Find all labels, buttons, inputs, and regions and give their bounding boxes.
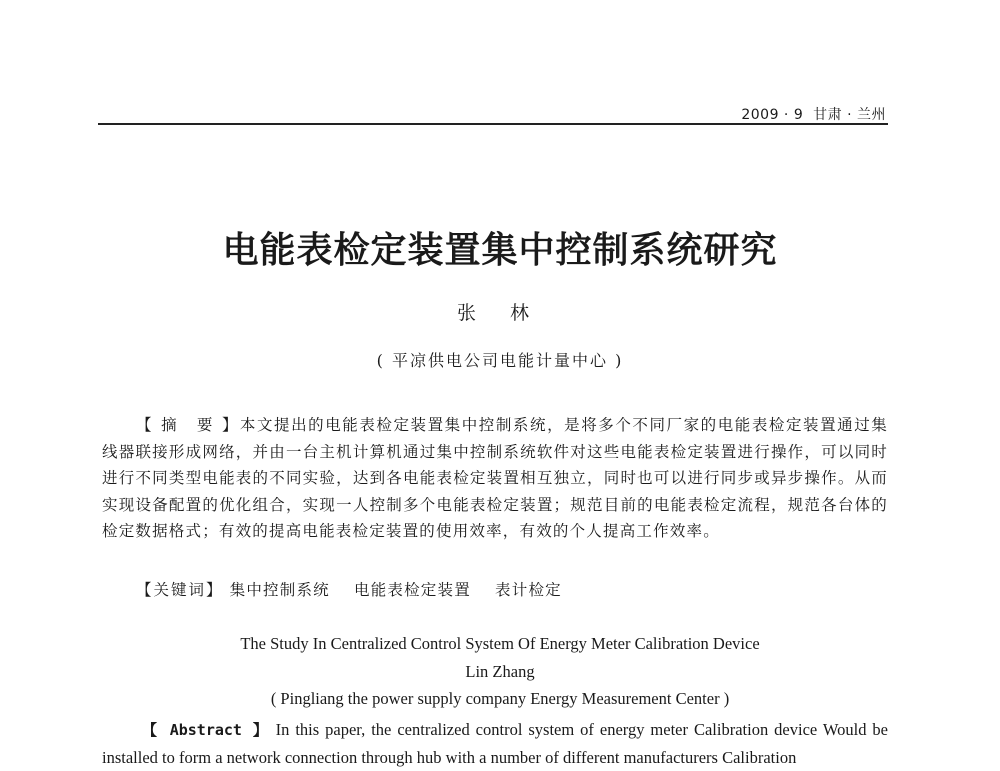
header-rule xyxy=(98,123,888,125)
keywords-label: 【关键词】 xyxy=(136,581,224,599)
running-header xyxy=(741,104,886,124)
abstract-chinese xyxy=(102,412,888,545)
english-abstract-body: In this paper, the centralized control system of energy meter Calibration device Would be installed to form a network connection through hub with a number of different manufacturers Calibration xyxy=(102,720,888,767)
keyword: 电能表检定装置 xyxy=(354,581,471,599)
paper-affiliation: ( 平凉供电公司电能计量中心 ) xyxy=(376,351,624,370)
header-location: 甘肃 · 兰州 xyxy=(813,107,886,123)
keyword: 集中控制系统 xyxy=(229,581,330,599)
paper-author: 张 林 xyxy=(456,302,544,324)
abstract-label: 【 摘 要 】 xyxy=(136,416,240,434)
abstract-body: 本文提出的电能表检定装置集中控制系统，是将多个不同厂家的电能表检定装置通过集线器联接形成网络，并由一台主机计算机通过集中控制系统软件对这些电能表检定装置进行操作，可以同时进行不同类型电能表的不同实验，达到各电能表检定装置相互独立，同时也可以进行同步或异步操作。从而实现设备配置的优化组合，实现一人控制多个电能表检定装置；规范目前的电能表检定流程，规范各台体的检定数据格式；有效的提高电能表检定装置的使用效率，有效的个人提高工作效率。 xyxy=(102,416,888,541)
english-abstract-label: 【 Abstract 】 xyxy=(142,721,270,739)
paper-title: 电能表检定装置集中控制系统研究 xyxy=(222,229,778,271)
english-affiliation: ( Pingliang the power supply company Energy Measurement Center ) xyxy=(270,689,730,708)
english-author: Lin Zhang xyxy=(465,662,535,681)
abstract-english xyxy=(102,716,888,771)
keywords-line xyxy=(136,578,580,600)
english-title: The Study In Centralized Control System Of Energy Meter Calibration Device xyxy=(240,634,760,653)
keyword: 表计检定 xyxy=(495,581,562,599)
header-date: 2009 · 9 xyxy=(741,107,804,123)
